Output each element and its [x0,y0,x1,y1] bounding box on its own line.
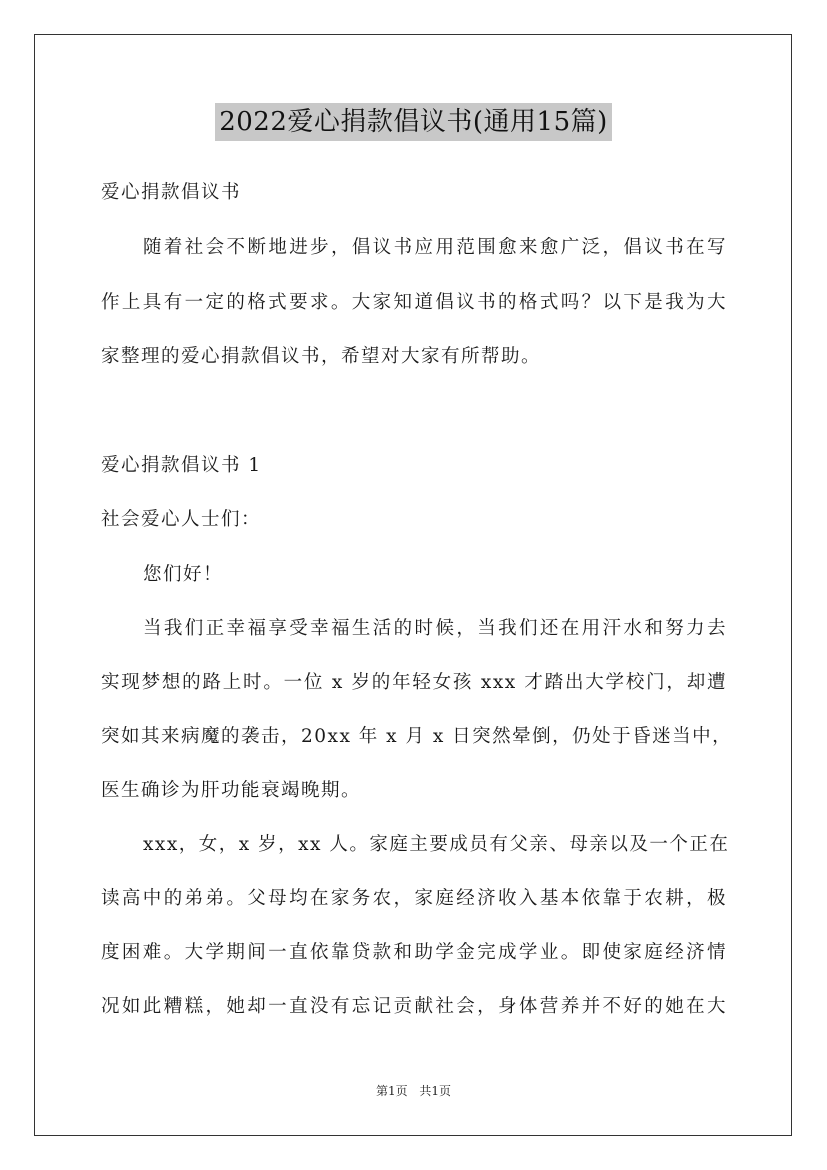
greeting: 您们好！ [143,564,224,585]
paragraph-line: 实现梦想的路上时。一位 x 岁的年轻女孩 xxx 才踏出大学校门，却遭 [101,672,727,693]
page-footer [0,1082,827,1100]
paragraph-line: 度困难。大学期间一直依靠贷款和助学金完成学业。即使家庭经济情 [101,942,727,963]
document-title: 2022爱心捐款倡议书(通用15篇) [215,103,612,141]
page-number: 第1页 [375,1084,408,1098]
paragraph-line: 当我们正幸福享受幸福生活的时候，当我们还在用汗水和努力去 [143,618,727,639]
section-heading: 爱心捐款倡议书 [101,182,242,203]
paragraph-line: 况如此糟糕，她却一直没有忘记贡献社会，身体营养并不好的她在大 [101,996,727,1017]
paragraph-line: 随着社会不断地进步，倡议书应用范围愈来愈广泛，倡议书在写 [143,237,727,258]
paragraph-line: 医生确诊为肝功能衰竭晚期。 [101,780,362,801]
paragraph-line: 家整理的爱心捐款倡议书，希望对大家有所帮助。 [101,346,542,367]
paragraph-line: 作上具有一定的格式要求。大家知道倡议书的格式吗？以下是我为大 [101,292,727,313]
paragraph-line: 突如其来病魔的袭击，20xx 年 x 月 x 日突然晕倒，仍处于昏迷当中， [101,726,733,747]
paragraph-line: xxx，女，x 岁，xx 人。家庭主要成员有父亲、母亲以及一个正在 [143,834,730,855]
salutation: 社会爱心人士们： [101,509,262,530]
section-heading: 爱心捐款倡议书 1 [101,455,262,476]
paragraph-line: 读高中的弟弟。父母均在家务农，家庭经济收入基本依靠于农耕，极 [101,888,727,909]
page-total: 共1页 [419,1084,452,1098]
title-wrap [0,103,827,141]
